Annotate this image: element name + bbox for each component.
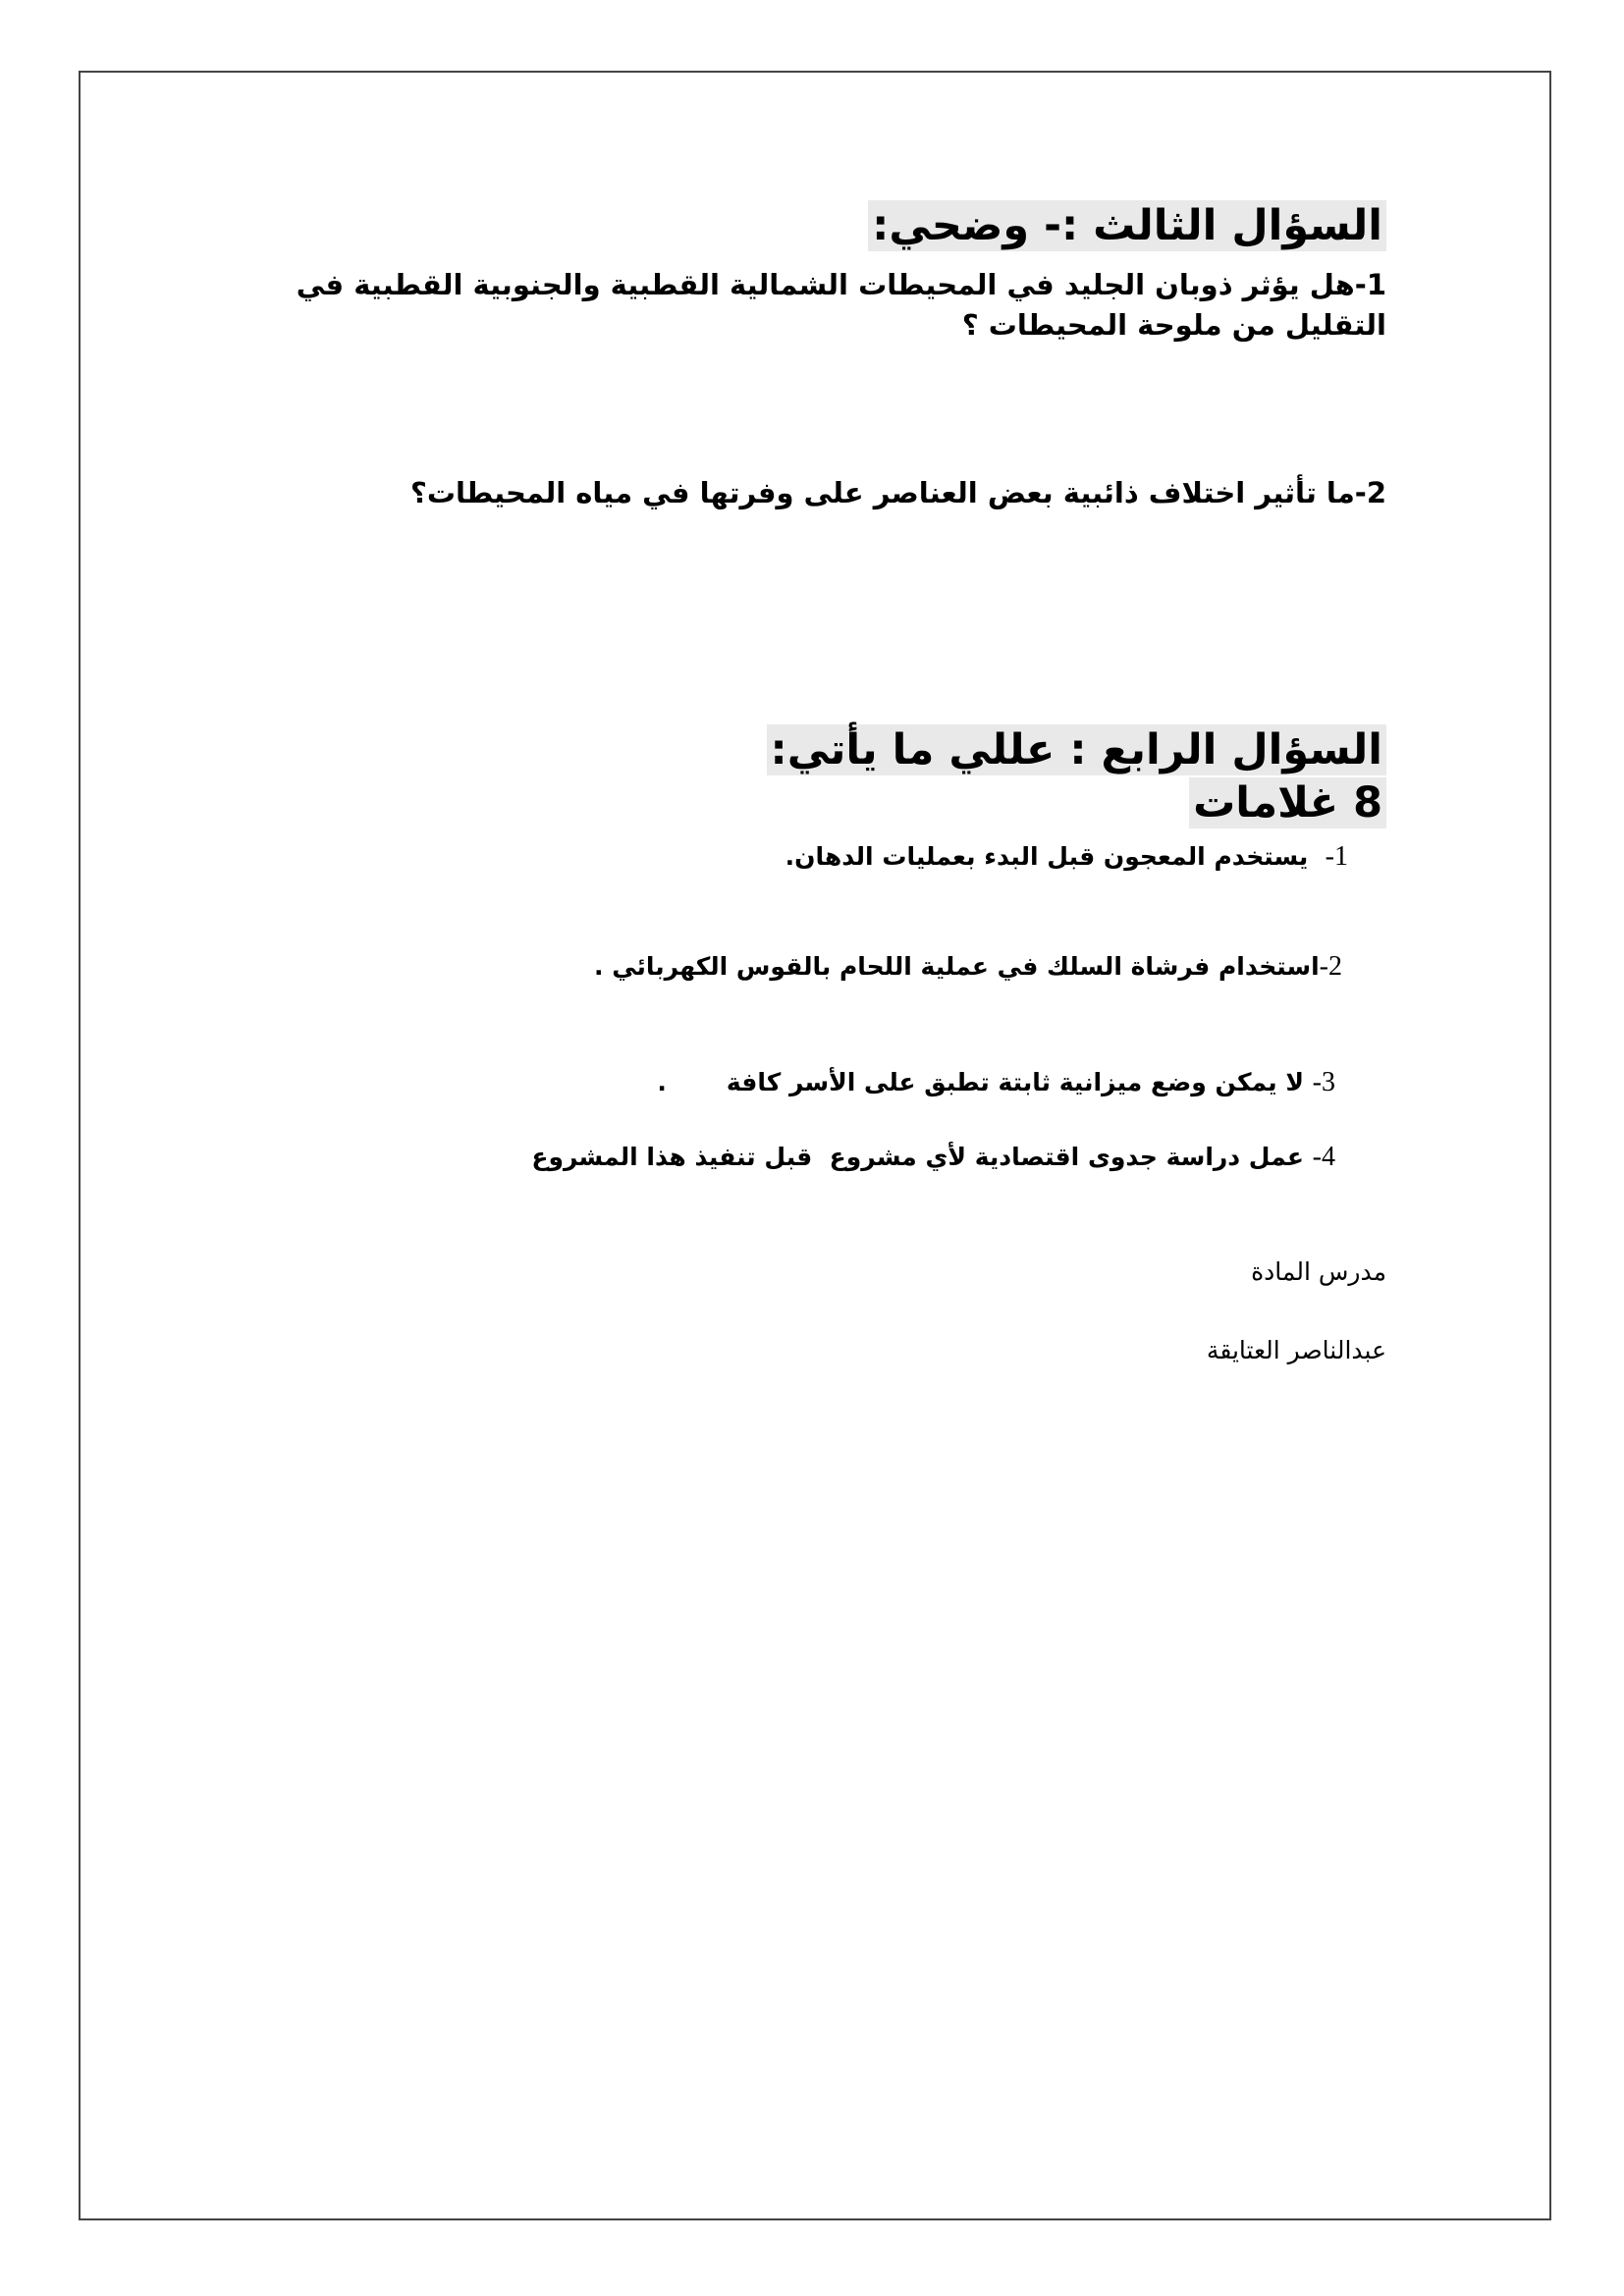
teacher-name: عبدالناصر العتايقة [1206,1336,1386,1364]
reason-item-number: 3- [1312,1067,1335,1097]
reason-item-4 [531,1141,1335,1174]
reason-item-text: عمل دراسة جدوى اقتصادية لأي مشروع قبل تنفيذ هذا المشروع [531,1143,1313,1171]
teacher-role: مدرس المادة [1251,1257,1386,1286]
reason-item-1 [785,840,1348,874]
section4-heading-wrap [767,724,1386,775]
reason-item-text: لا يمكن وضع ميزانية ثابتة تطبق على الأسر كافة . [657,1068,1313,1096]
reason-item-number: 4- [1312,1142,1335,1172]
section3-heading: السؤال الثالث :- وضحي: [868,200,1386,251]
reason-item-number: 2- [1319,951,1342,982]
section4-marks-wrap [1189,777,1386,828]
section4-marks: 8 غلامات [1189,777,1386,828]
section3-heading-wrap [868,200,1386,251]
reason-item-number: 1- [1325,841,1348,872]
reason-item-text: يستخدم المعجون قبل البدء بعمليات الدهان. [785,842,1326,871]
section3-question-1: 1-هل يؤثر ذوبان الجليد في المحيطات الشمالية القطبية والجنوبية القطبية في التقليل من ملوحة المحيطات ؟ [296,268,1386,342]
reason-item-3 [657,1066,1335,1099]
section4-heading: السؤال الرابع : عللي ما يأتي: [767,724,1386,775]
reason-item-2 [594,950,1342,984]
section3-question-2: 2-ما تأثير اختلاف ذائبية بعض العناصر على وفرتها في مياه المحيطات؟ [410,476,1386,509]
reason-item-text: استخدام فرشاة السلك في عملية اللحام بالقوس الكهربائي . [594,952,1320,981]
